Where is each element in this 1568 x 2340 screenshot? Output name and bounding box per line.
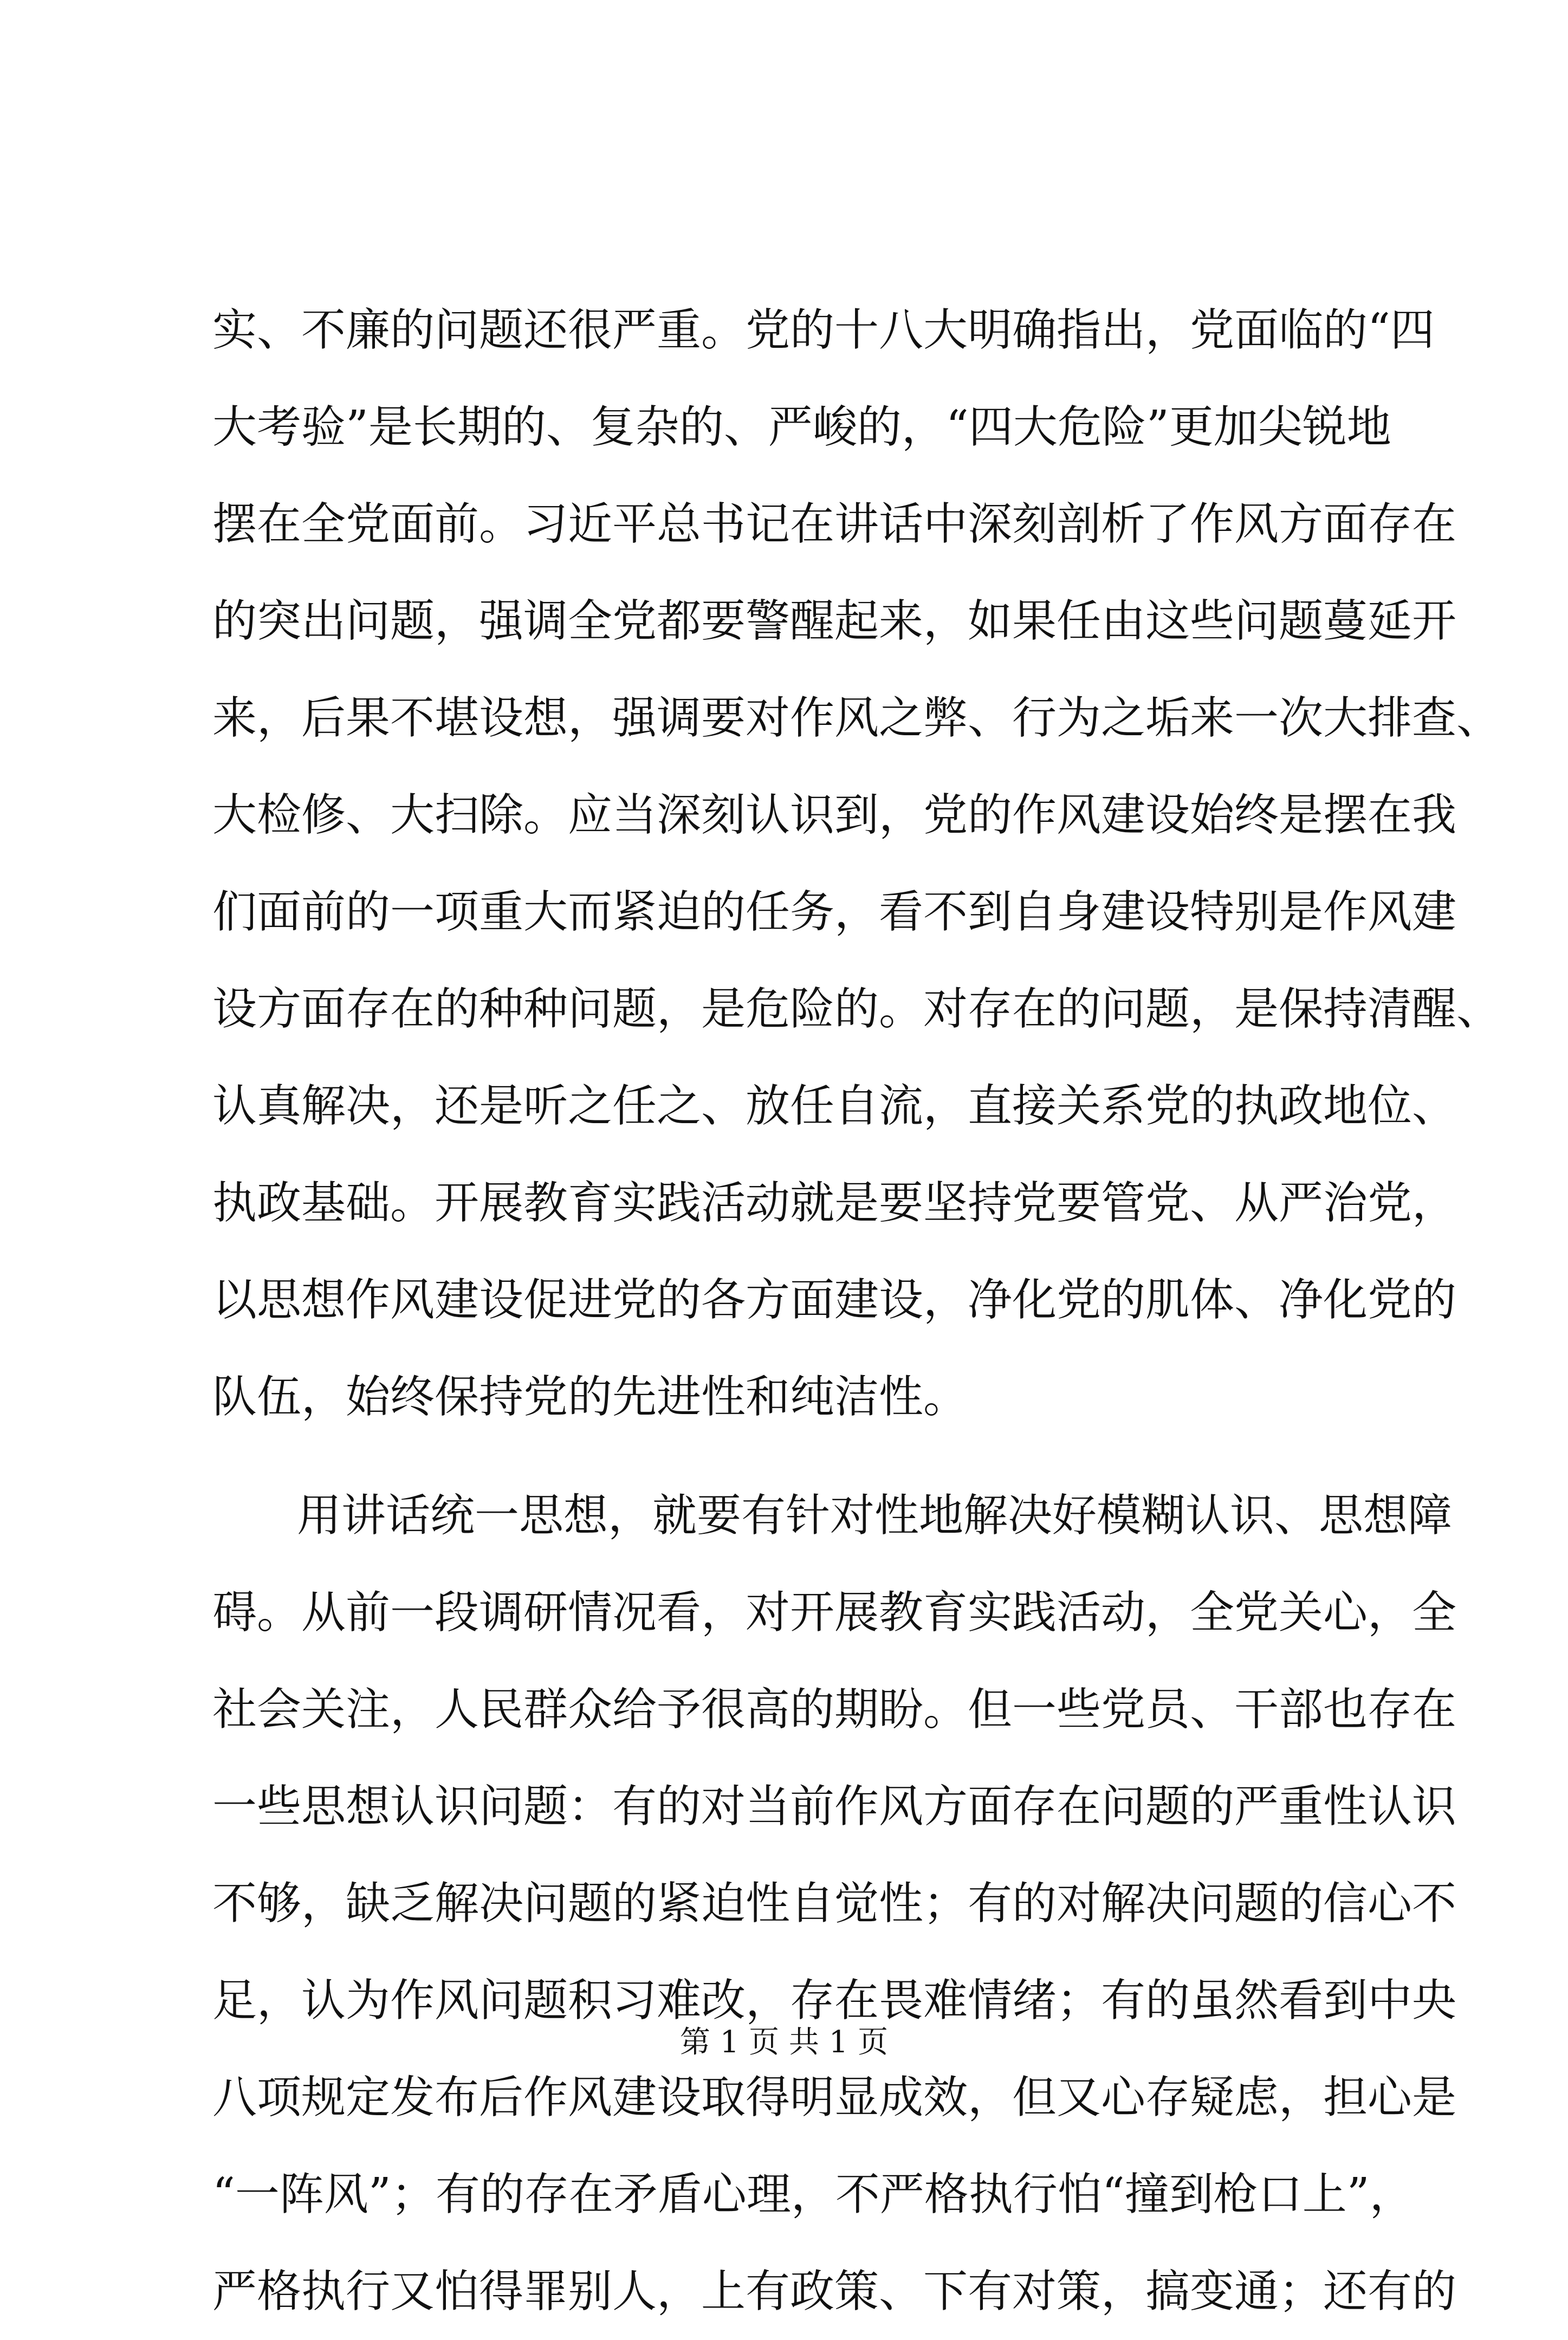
- text-line: 以思想作风建设促进党的各方面建设，净化党的肌体、净化党的: [212, 1274, 1457, 1326]
- paragraph-2: [212, 1467, 1457, 2340]
- page-footer: [0, 2021, 1568, 2064]
- paragraph-1: [212, 282, 1501, 1446]
- text-line: 用讲话统一思想，就要有针对性地解决好模糊认识、思想障: [297, 1490, 1453, 1541]
- text-line: 摆在全党面前。习近平总书记在讲话中深刻剖析了作风方面存在: [212, 498, 1457, 550]
- text-line: 不够，缺乏解决问题的紧迫性自觉性；有的对解决问题的信心不: [212, 1878, 1457, 1929]
- text-line: 大检修、大扫除。应当深刻认识到，党的作风建设始终是摆在我: [212, 789, 1457, 841]
- text-line: 碍。从前一段调研情况看，对开展教育实践活动，全党关心，全: [212, 1587, 1457, 1638]
- text-line: 足，认为作风问题积习难改，存在畏难情绪；有的虽然看到中央: [212, 1975, 1457, 2026]
- text-line: 大考验”是长期的、复杂的、严峻的，“四大危险”更加尖锐地: [212, 401, 1391, 453]
- text-line: 们面前的一项重大而紧迫的任务，看不到自身建设特别是作风建: [212, 886, 1457, 938]
- text-line: 严格执行又怕得罪别人，上有政策、下有对策，搞变通；还有的: [212, 2266, 1457, 2317]
- text-line: 实、不廉的问题还很严重。党的十八大明确指出，党面临的“四: [212, 304, 1435, 356]
- text-line: 设方面存在的种种问题，是危险的。对存在的问题，是保持清醒、: [212, 983, 1501, 1035]
- text-line: 来，后果不堪设想，强调要对作风之弊、行为之垢来一次大排查、: [212, 692, 1501, 744]
- text-line: “一阵风”；有的存在矛盾心理，不严格执行怕“撞到枪口上”，: [212, 2169, 1414, 2220]
- text-line: 执政基础。开展教育实践活动就是要坚持党要管党、从严治党，: [212, 1177, 1457, 1229]
- text-line: 的突出问题，强调全党都要警醒起来，如果任由这些问题蔓延开: [212, 595, 1457, 647]
- text-line: 八项规定发布后作风建设取得明显成效，但又心存疑虑，担心是: [212, 2072, 1457, 2123]
- page-number-label: 第 1 页 共 1 页: [679, 2025, 889, 2060]
- text-line: 认真解决，还是听之任之、放任自流，直接关系党的执政地位、: [212, 1080, 1457, 1132]
- text-line: 社会关注，人民群众给予很高的期盼。但一些党员、干部也存在: [212, 1684, 1457, 1735]
- paragraph-spacing: [212, 1446, 1366, 1467]
- text-line: 一些思想认识问题：有的对当前作风方面存在问题的严重性认识: [212, 1781, 1457, 1832]
- text-line: 队伍，始终保持党的先进性和纯洁性。: [212, 1371, 968, 1423]
